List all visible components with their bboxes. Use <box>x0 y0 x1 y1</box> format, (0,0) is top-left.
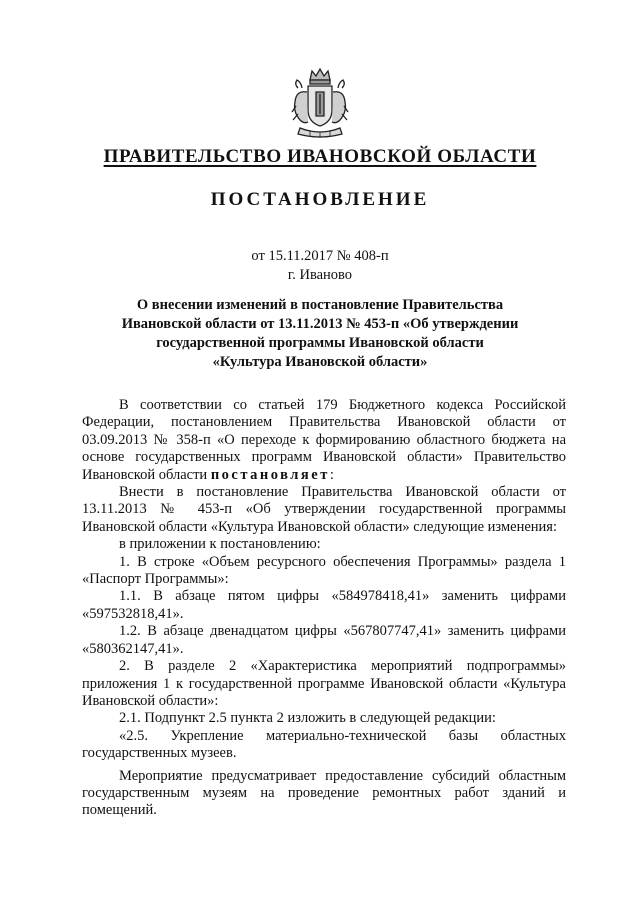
preamble-paragraph <box>82 397 566 484</box>
body-paragraph: «2.5. Укрепление материально-технической базы областных государственных музеев. <box>82 727 566 762</box>
resolves-word: постановляет <box>210 466 330 483</box>
document-body <box>82 397 566 820</box>
document-city: г. Иваново <box>287 267 353 283</box>
body-paragraph: Мероприятие предусматривает предоставление субсидий областным государственным музеям на проведение ремонтных работ зданий и помещений. <box>82 767 566 819</box>
document-meta <box>0 247 640 285</box>
body-paragraph: 2.1. Подпункт 2.5 пункта 2 изложить в следующей редакции: <box>119 710 496 727</box>
document-date-number: от 15.11.2017 № 408-п <box>251 248 389 264</box>
government-name-text: ПРАВИТЕЛЬСТВО ИВАНОВСКОЙ ОБЛАСТИ <box>103 146 537 167</box>
body-paragraph: 1.2. В абзаце двенадцатом цифры «567807747,41» заменить цифрами «580362147,41». <box>82 623 566 657</box>
preamble-text: В соответствии со статьей 179 Бюджетного кодекса Российской Федерации, постановлением Правительства Ивановской области от 03.09.2013 № 358-п «О переходе к формированию областного бюджета на основе государственных программ Ивановской области» Правительство Ивановской области <box>82 397 566 483</box>
subject-line: Ивановской области от 13.11.2013 № 453-п «Об утверждении <box>121 316 519 332</box>
subject-line: О внесении изменений в постановление Правительства <box>136 297 504 313</box>
document-type-title: ПОСТАНОВЛЕНИЕ <box>210 189 430 210</box>
subject-line: государственной программы Ивановской области <box>156 335 484 351</box>
preamble-colon: : <box>329 466 334 483</box>
government-name <box>0 146 640 168</box>
body-paragraph: Внести в постановление Правительства Ивановской области от 13.11.2013 № 453-п «Об утверждении государственной программы Ивановской области «Культура Ивановской области» следующие изменения: <box>82 484 566 535</box>
body-paragraph: 1.1. В абзаце пятом цифры «584978418,41» заменить цифрами «597532818,41». <box>82 588 566 622</box>
coat-of-arms-emblem <box>290 66 350 140</box>
body-paragraph: в приложении к постановлению: <box>119 536 321 553</box>
body-paragraph: 1. В строке «Объем ресурсного обеспечения Программы» раздела 1 «Паспорт Программы»: <box>82 553 566 588</box>
document-subject <box>60 296 580 372</box>
body-paragraph: 2. В разделе 2 «Характеристика мероприятий подпрограммы» приложения 1 к государственной программе Ивановской области «Культура Ивановской области»: <box>82 658 566 709</box>
subject-line: «Культура Ивановской области» <box>212 354 428 370</box>
